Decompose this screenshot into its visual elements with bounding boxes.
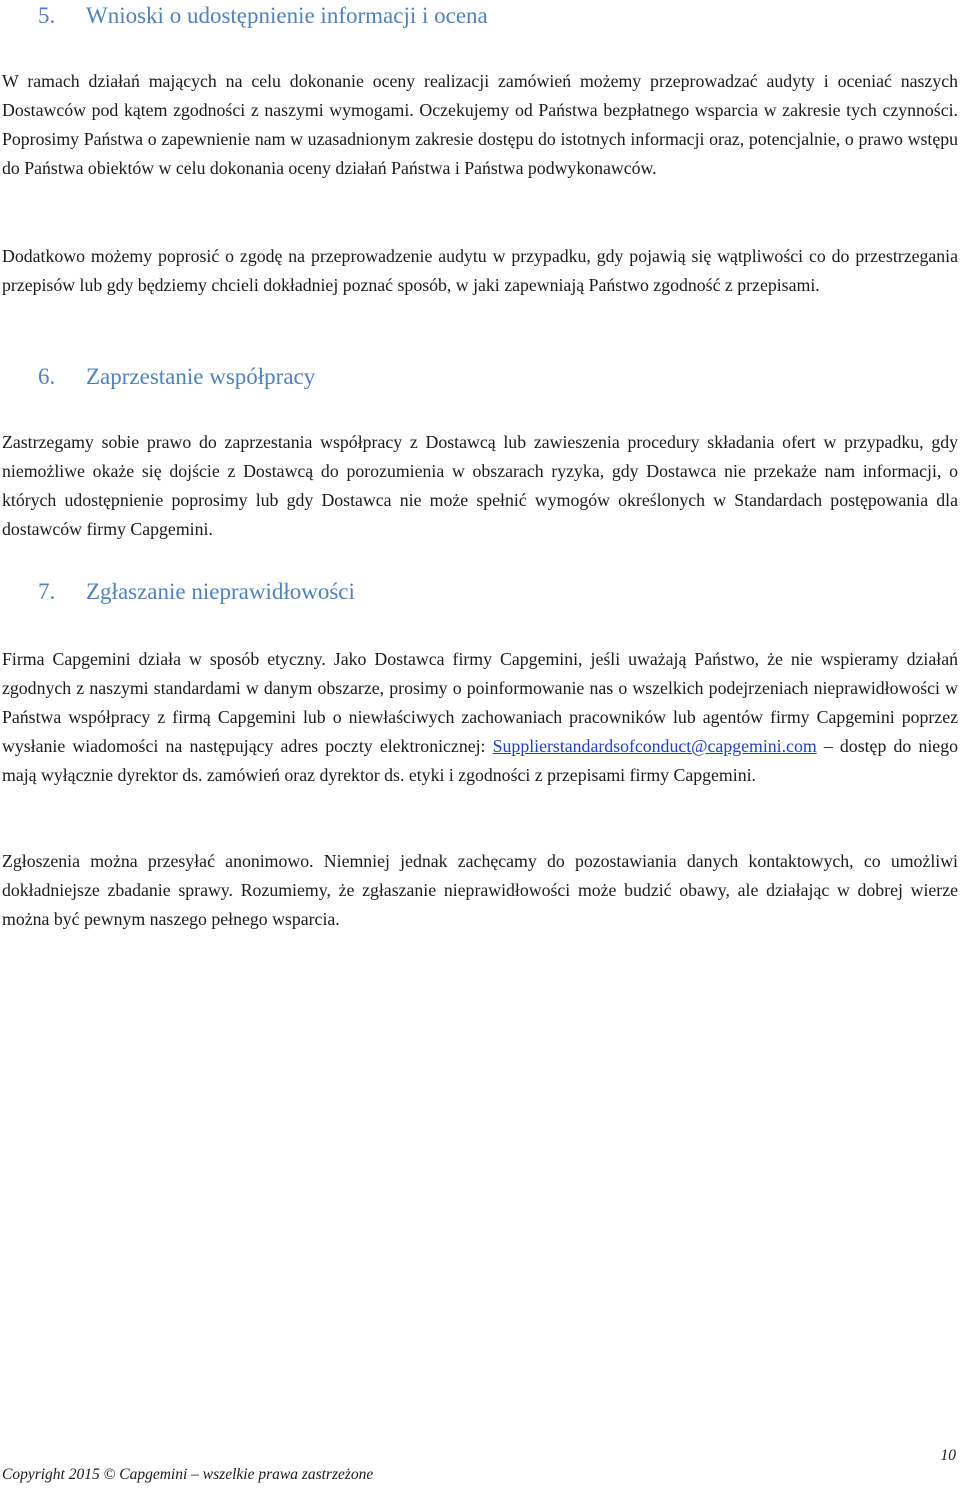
section-6-paragraph-1: Zastrzegamy sobie prawo do zaprzestania współpracy z Dostawcą lub zawieszenia procedury składania ofert w przypadku, gdy niemożliwe okaże się dojście z Dostawcą do porozumienia w obszarach ryzyka, gdy Dostawca nie przekaże nam informacji, o których udostępnienie poprosimy lub gdy Dostawca nie może spełnić wymogów określonych w Standardach postępowania dla dostawców firmy Capgemini. <box>2 432 958 539</box>
section-7-paragraph-1-text-start: Firma Capgemini działa w sposób etyczny. Jako Dostawca firmy Capgemini, jeśli uważają Państwo, że nie wspieramy działań zgodnych z naszymi standardami w danym obszarze, prosimy o poinformowanie nas o wszelkich podejrzeniach nieprawidłowości w Państwa współpracy z firmą Capgemini lub o niewłaściwych zachowaniach pracowników lub agentów firmy Capgemini poprzez wysłanie wiadomości na następujący adres poczty elektronicznej: <box>2 649 958 756</box>
section-5-title: Wnioski o udostępnienie informacji i ocena <box>86 3 488 28</box>
section-7-heading <box>38 577 355 607</box>
section-7-title: Zgłaszanie nieprawidłowości <box>86 579 355 604</box>
footer-copyright: Copyright 2015 © Capgemini – wszelkie prawa zastrzeżone <box>2 1466 374 1483</box>
section-5-paragraph-1: W ramach działań mających na celu dokonanie oceny realizacji zamówień możemy przeprowadzać audyty i oceniać naszych Dostawców pod kątem zgodności z naszymi wymogami. Oczekujemy od Państwa bezpłatnego wsparcia w zakresie tych czynności. Poprosimy Państwa o zapewnienie nam w uzasadnionym zakresie dostępu do istotnych informacji oraz, potencjalnie, o prawo wstępu do Państwa obiektów w celu dokonania oceny działań Państwa i Państwa podwykonawców. <box>2 71 958 178</box>
email-link[interactable]: Supplierstandardsofconduct@capgemini.com <box>492 736 817 756</box>
section-7-paragraph-2: Zgłoszenia można przesyłać anonimowo. Niemniej jednak zachęcamy do pozostawiania danych kontaktowych, co umożliwi dokładniejsze zbadanie sprawy. Rozumiemy, że zgłaszanie nieprawidłowości może budzić obawy, ale działając w dobrej wierze można być pewnym naszego pełnego wsparcia. <box>2 851 958 929</box>
section-5-heading <box>38 1 488 31</box>
page-number: 10 <box>940 1447 956 1464</box>
section-7-paragraph-1 <box>2 645 958 790</box>
section-6-number: 6. <box>38 364 56 389</box>
section-5-paragraph-2: Dodatkowo możemy poprosić o zgodę na przeprowadzenie audytu w przypadku, gdy pojawią się wątpliwości co do przestrzegania przepisów lub gdy będziemy chcieli dokładniej poznać sposób, w jaki zapewniają Państwo zgodność z przepisami. <box>2 246 958 295</box>
section-7-paragraph-1-text-end: – dostęp do niego mają wyłącznie dyrektor ds. zamówień oraz dyrektor ds. etyki i zgodności z przepisami firmy Capgemini. <box>2 736 958 785</box>
section-7-number: 7. <box>38 579 56 604</box>
section-6-heading <box>38 362 315 392</box>
section-6-title: Zaprzestanie współpracy <box>86 364 316 389</box>
section-5-number: 5. <box>38 3 56 28</box>
